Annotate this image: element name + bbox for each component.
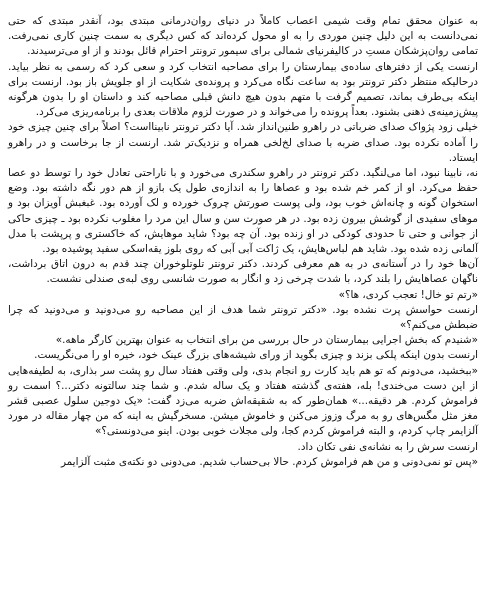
paragraph-dialogue-4: «ببخشید، می‌دونم که تو هم باید کارت رو انجام بدی، ولی وقتی هفتاد سال رو پشت سر بذاری، به لطیفه‌هایی از این دست می‌خندی! بله، هفته‌ی گذشته هفتاد و یک ساله شدم. و شما چند سالتونه دکتر...؟ اسمت رو فراموش کردم. هر دقیقه...» همان‌طور که به شقیقه‌اش ضربه می‌زد گفت: «یک دوجین سلول عصبی قشر مغز مثل مگس‌های رو به مرگ وزوز می‌کنن و خاموش میشن. مسخرگیش به اینه که من چهار مقاله در مورد آلزایمر چاپ کردم، و البته فراموش کردم کجا، ولی مجلات خوبی بودن. اینو می‌دونستی؟» (8, 364, 478, 438)
paragraph-dialogue-2: ارنست حواسش پرت نشده بود. «دکتر ترونتر شما هدف از این مصاحبه رو می‌دونید و می‌دونید که چرا ضبطش می‌کنم؟» (8, 303, 478, 332)
paragraph-introduction: آن‌ها خود را در آستانه‌ی در به هم معرفی کردند. دکتر ترونتر تلوتلوخوران چند قدم به درون اتاق برداشت، ناگهان عصاهایش را بلند کرد، با شدت چرخی زد و انگار به صورت شانسی روی لبه‌ی صندلی نشست. (8, 258, 478, 286)
paragraph-dialogue-3: «شنیدم که بخش اجرایی بیمارستان در حال بررسی من برای انتخاب به عنوان بهترین کارگر ماهه.» (55, 334, 478, 347)
paragraph-dialogue-1: «رتم تو خال! تعجب کردی، ها؟» (338, 288, 478, 301)
paragraph-narration-2: ارنست سرش را به نشانه‌ی نفی تکان داد. (297, 440, 478, 453)
paragraph-interview-room: ارنست یکی از دفترهای ساده‌ی بیمارستان را برای مصاحبه انتخاب کرد و سعی کرد که رسمی به نظر بیاید. درحالیکه منتظر دکتر ترونتر بود به ساعت نگاه می‌کرد و پرونده‌ی شکایت از او جلویش باز بود. ارنست برای اینکه بی‌طرف بماند، تصمیم گرفت با متهم بدون هیچ دانش قبلی مصاحبه کند و داستان او را بدون هرگونه پیش‌زمینه‌ی ذهنی بشنود. بعداً پرونده را می‌خواند و در صورت لزوم ملاقات بعدی را برنامه‌ریزی می‌کرد. (8, 60, 478, 119)
paragraph-description: نه، نابینا نبود، اما می‌لنگید. دکتر ترونتر در راهرو سکندری می‌خورد و با ناراحتی تعادل خود را توسط دو عصا حفظ می‌کرد. او از کمر خم شده بود و عصاها را به اندازه‌ی طول یک بازو از هم دور نگه داشته بود. وضع استخوان گونه و چانه‌اش خوب بود، ولی پوست صورتش چروک خورده و لک آورده بود. غبغبش آویزان بود و موهای سفیدی از گوشش بیرون زده بود. در هر صورت سن و سال این مرد را مغلوب نکرده بود ـ چیزی حاکی از جوانی و حتی تا حدودی کودکی در او زنده بود. آن چه بود؟ شاید موهایش، که خاکستری و پرپشت با مدل آلمانی زده شده بود. شاید هم لباس‌هایش، یک ژاکت آبی آبی که روی بلوز یقه‌اسکی سفید پوشیده بود. (8, 167, 478, 256)
paragraph-footsteps: خیلی زود پژواک صدای ضرباتی در راهرو طنین‌انداز شد. آیا دکتر ترونتر نابینااست؟ اصلاً برای چنین چیزی خود را آماده نکرده بود. صدای ضربه با صدای لخ‌لخی همراه و نزدیک‌تر شد. ارنست از جا برخاست و در راهرو ایستاد. (8, 121, 478, 164)
document-page (8, 14, 478, 470)
paragraph-intro: به عنوان محقق تمام وقت شیمی اعصاب کاملاً در دنیای روان‌درمانی مبتدی بود، آنقدر مبتدی که حتی نمی‌دانست به این دلیل چنین موردی را به او محول کرده‌اند که کس دیگری به سمت چنین کاری نمی‌رفت. تمامی روان‌پزشکان مستِ در کالیفرنیای شمالی برای سیمور ترونتر احترام قائل بودند و از او می‌ترسیدند. (8, 15, 478, 58)
paragraph-narration-1: ارنست بدون اینکه پلکی بزند و چیزی بگوید از ورای شیشه‌های بزرگ عینک خود، خیره او را می‌نگریست. (34, 349, 478, 362)
paragraph-dialogue-5: «پس تو نمی‌دونی و من هم فراموش کردم. حالا بی‌حساب شدیم. می‌دونی دو نکته‌ی مثبت آلزایمر (60, 455, 478, 468)
